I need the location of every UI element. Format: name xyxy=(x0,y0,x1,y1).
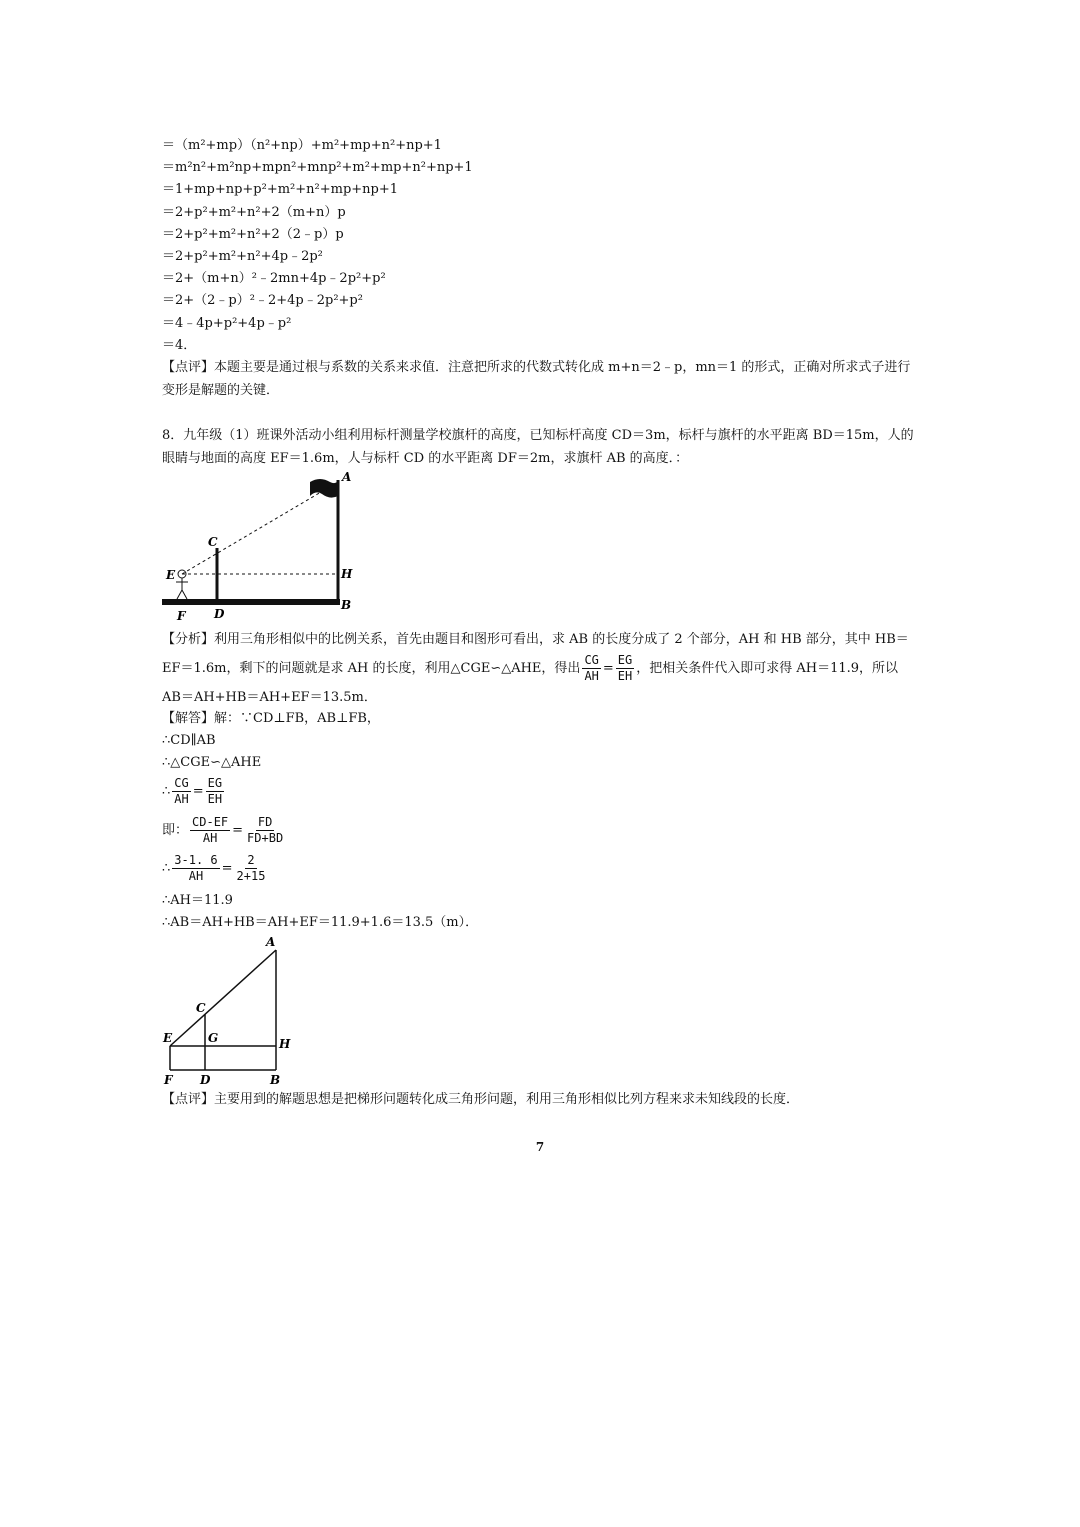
label-d: D xyxy=(200,1073,211,1087)
line-ea xyxy=(170,950,276,1046)
derivation-line: ＝4． xyxy=(162,338,197,353)
person-leg xyxy=(177,590,182,599)
namely-text: 即： xyxy=(162,823,189,838)
solution-line: ∴AB＝AH+HB＝AH+EF＝11.9+1.6＝13.5（m）． xyxy=(162,915,479,930)
solution-line xyxy=(162,776,226,807)
numerator: 3-1. 6 xyxy=(174,853,218,867)
equals-sign: = xyxy=(192,784,204,799)
equals-sign: = xyxy=(602,661,614,676)
label-g: G xyxy=(208,1031,219,1045)
fraction xyxy=(172,776,190,807)
label-h: H xyxy=(279,1037,291,1051)
solution-line xyxy=(162,815,287,846)
derivation-line: ＝m²n²+m²np+mpn²+mnp²+m²+mp+n²+np+1 xyxy=(162,160,473,175)
fraction xyxy=(206,776,224,807)
numerator: CG xyxy=(174,776,189,790)
person-leg xyxy=(182,590,187,599)
flagpole-figure xyxy=(160,470,360,622)
fraction xyxy=(172,853,219,884)
label-f: F xyxy=(177,609,186,622)
denominator: EH xyxy=(617,669,633,683)
fraction xyxy=(235,853,268,884)
ground-line xyxy=(162,599,340,605)
derivation-line: ＝1+mp+np+p²+m²+n²+mp+np+1 xyxy=(162,182,399,197)
solution-line: ∴△CGE∽△AHE xyxy=(162,755,262,770)
label-e: E xyxy=(163,1031,173,1045)
numerator: FD xyxy=(257,815,273,829)
numerator: CG xyxy=(584,653,599,667)
label-a: A xyxy=(342,470,352,484)
fraction xyxy=(245,815,285,846)
equals-sign: = xyxy=(221,861,233,876)
solution-line: 【解答】解：∵CD⊥FB，AB⊥FB， xyxy=(162,711,380,726)
analysis-text: ，把相关条件代入即可求得 AH＝11.9，所以 AB＝AH+HB＝AH+EF＝13.5m． xyxy=(162,661,899,705)
derivation-line: ＝2+（m+n）²﹣2mn+4p﹣2p²+p² xyxy=(162,271,386,286)
numerator: 2 xyxy=(247,853,255,867)
label-b: B xyxy=(270,1073,281,1087)
solution-line: ∴AH＝11.9 xyxy=(162,893,233,908)
denominator: AH xyxy=(202,831,218,845)
solution-line xyxy=(162,853,269,884)
therefore-sign: ∴ xyxy=(162,784,171,799)
comment-paragraph: 【点评】主要用到的解题思想是把梯形问题转化成三角形问题，利用三角形相似比列方程来求未知线段的长度． xyxy=(162,1092,800,1107)
denominator: EH xyxy=(207,792,223,806)
label-c: C xyxy=(208,535,218,549)
analysis-text: 【分析】利用三角形相似中的比例关系，首先由题目和图形可看出，求 AB 的长度分成了 2 个部分，AH 和 HB 部分，其中 HB＝EF＝1.6m，剩下的问题就是求 AH 的长度，利用△CGE∽△AHE，得出 xyxy=(162,632,909,676)
therefore-sign: ∴ xyxy=(162,861,171,876)
numerator: EG xyxy=(617,653,633,667)
denominator: AH xyxy=(188,869,204,883)
similar-triangles-figure xyxy=(160,934,300,1090)
label-a: A xyxy=(266,935,276,949)
solution-line: ∴CD∥AB xyxy=(162,733,216,748)
denominator: AH xyxy=(174,792,189,806)
label-d: D xyxy=(214,607,225,621)
problem-8-statement: 8．九年级（1）班课外活动小组利用标杆测量学校旗杆的高度，已知标杆高度 CD＝3m，标杆与旗杆的水平距离 BD＝15m，人的眼睛与地面的高度 EF＝1.6m，人与标杆 CD 的水平距离 DF＝2m，求旗杆 AB 的高度．： xyxy=(162,428,914,466)
fraction xyxy=(582,653,600,684)
numerator: CD-EF xyxy=(192,815,229,829)
sight-line xyxy=(182,482,338,574)
flag-icon xyxy=(310,479,338,498)
label-e: E xyxy=(166,568,176,582)
derivation-line: ＝（m²+mp）（n²+np）+m²+mp+n²+np+1 xyxy=(162,138,442,153)
fraction xyxy=(616,653,634,684)
fraction xyxy=(190,815,230,846)
comment-paragraph: 【点评】本题主要是通过根与系数的关系来求值．注意把所求的代数式转化成 m+n＝2﹣p，mn＝1 的形式，正确对所求式子进行变形是解题的关键． xyxy=(162,360,911,398)
derivation-line: ＝2+p²+m²+n²+4p﹣2p² xyxy=(162,249,323,264)
label-c: C xyxy=(196,1001,206,1015)
derivation-line: ＝2+（2﹣p）²﹣2+4p﹣2p²+p² xyxy=(162,293,363,308)
denominator: 2+15 xyxy=(236,869,266,883)
equals-sign: = xyxy=(232,823,244,838)
label-b: B xyxy=(341,598,352,612)
page-number: 7 xyxy=(535,1140,545,1154)
label-f: F xyxy=(164,1073,173,1087)
derivation-line: ＝4﹣4p+p²+4p﹣p² xyxy=(162,316,292,331)
denominator: AH xyxy=(584,669,599,683)
derivation-line: ＝2+p²+m²+n²+2（2﹣p）p xyxy=(162,227,344,242)
numerator: EG xyxy=(207,776,223,790)
label-h: H xyxy=(341,567,353,581)
denominator: FD+BD xyxy=(247,831,284,845)
derivation-line: ＝2+p²+m²+n²+2（m+n）p xyxy=(162,205,346,220)
analysis-paragraph xyxy=(162,626,920,711)
